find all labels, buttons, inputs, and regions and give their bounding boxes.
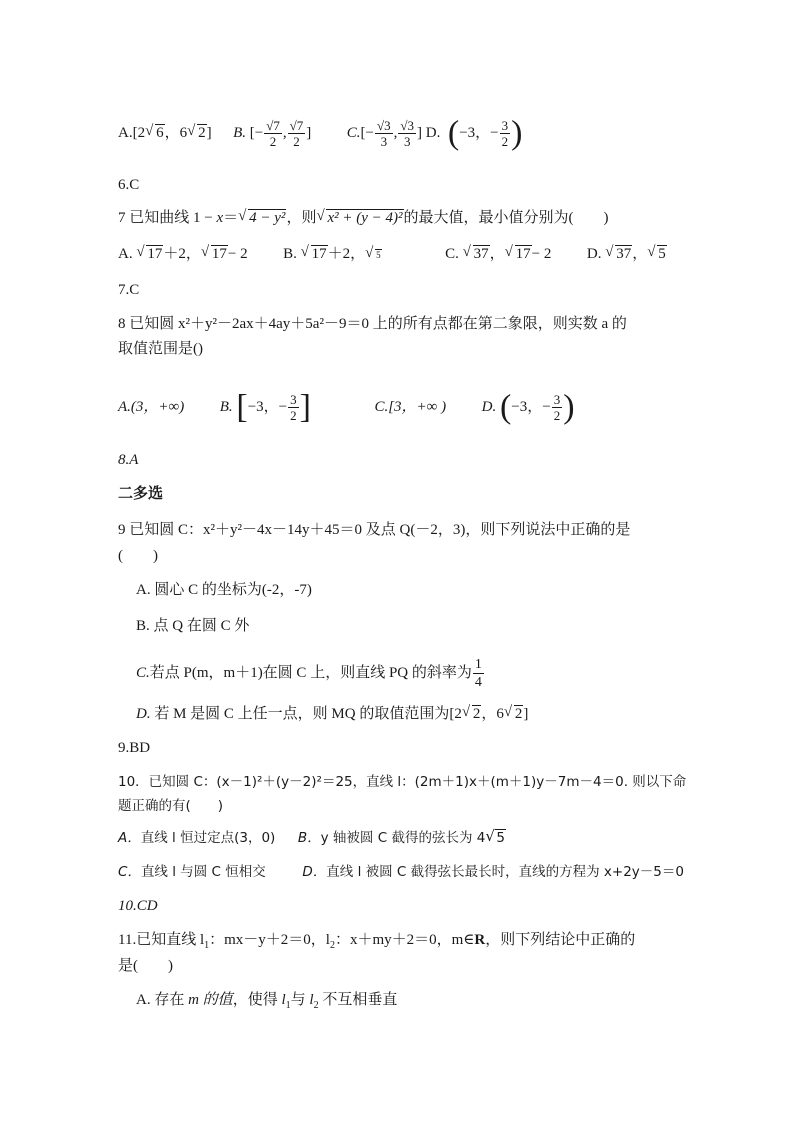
q8-option-b: B. [−3，− $\frac{3}{2}$ ]	[219, 388, 311, 426]
question-10-options-cd	[118, 862, 684, 882]
q10-option-b: B．y 轴被圆 C 截得的弦长为 4√ 5	[298, 830, 506, 846]
question-8-stem-line2: 取值范围是()	[118, 341, 203, 357]
question-11-stem-line1: 11.已知直线 $l_1$：mx－y＋2＝0，$l_2$：x＋my＋2＝0，m∈R，则下列结论中正确的	[118, 932, 636, 951]
q7-option-b: B. √ 17＋2，√ 5	[283, 246, 382, 262]
q5-options	[118, 114, 523, 152]
q5-option-d: D. (−3，− $\frac{3}{2}$ )	[425, 114, 523, 152]
q5-option-a: A.[2√ 6，6√ 2]	[118, 125, 212, 141]
q9-option-a: A. 圆心 C 的坐标为(-2，-7)	[136, 582, 312, 598]
question-8-options	[118, 388, 575, 426]
q7-option-d: D. √ 37，√ 5	[587, 246, 667, 262]
q10-option-d: D．直线 l 被圆 C 截得弦长最长时，直线的方程为 x+2y－5＝0	[302, 864, 684, 880]
question-10-options-ab	[118, 828, 506, 848]
question-7-stem: 7 已知曲线 1 − x＝√ 4 − y²，则√ x² + (y − 4)²的最大值，最小值分别为( )	[118, 208, 609, 228]
q9-option-b: B. 点 Q 在圆 C 外	[136, 618, 250, 634]
q10-option-c: C．直线 l 与圆 C 恒相交	[118, 864, 266, 880]
q9-option-d: D. 若 M 是圆 C 上任一点，则 MQ 的取值范围为[2√ 2，6√ 2]	[136, 704, 528, 724]
answer-9: 9.BD	[118, 740, 151, 756]
q8-option-c: C.[3，+∞ )	[374, 398, 447, 415]
question-10-stem-line2: 题正确的有( )	[118, 798, 224, 814]
q8-option-a: A.(3，+∞)	[118, 398, 185, 415]
question-10-stem-line1: 10．已知圆 C：(x－1)²＋(y－2)²＝25，直线 l：(2m＋1)x＋(m＋1)y－7m－4＝0. 则以下命	[118, 774, 687, 790]
answer-10: 10.CD	[118, 898, 158, 914]
q7-option-a: A. √ 17＋2，√ 17− 2	[118, 246, 248, 262]
answer-6: 6.C	[118, 177, 140, 193]
q5-option-b: B. [− $\frac{√7}{2}$ , $\frac{√7}{2}$ ]	[233, 118, 312, 149]
question-11-stem-line2: 是( )	[118, 958, 173, 974]
question-9-stem-line1: 9 已知圆 C：x²＋y²－4x－14y＋45＝0 及点 Q(－2，3)，则下列说法中正确的是	[118, 522, 631, 538]
q11-option-a: A. 存在 m 的值，使得 $l_1$与 $l_2$ 不互相垂直	[136, 992, 398, 1011]
q5-option-c: C.[− $\frac{√3}{3}$ , $\frac{√3}{3}$ ]	[346, 118, 423, 149]
q8-option-d: D. (−3，− $\frac{3}{2}$ )	[481, 388, 575, 426]
question-9-stem-line2: ( )	[118, 548, 158, 564]
q7-option-c: C. √ 37，√ 17− 2	[445, 246, 551, 262]
q9-option-c: C.若点 P(m，m＋1)在圆 C 上，则直线 PQ 的斜率为 $\frac{1}{4}$	[136, 657, 482, 690]
section-heading: 二多选	[118, 486, 164, 502]
answer-8: 8.A	[118, 452, 139, 468]
q10-option-a: A．直线 l 恒过定点(3，0)	[118, 830, 276, 846]
question-7-options	[118, 244, 667, 265]
answer-7: 7.C	[118, 282, 140, 298]
question-8-stem-line1: 8 已知圆 x²＋y²－2ax＋4ay＋5a²－9＝0 上的所有点都在第二象限，则实数 a 的	[118, 316, 627, 332]
